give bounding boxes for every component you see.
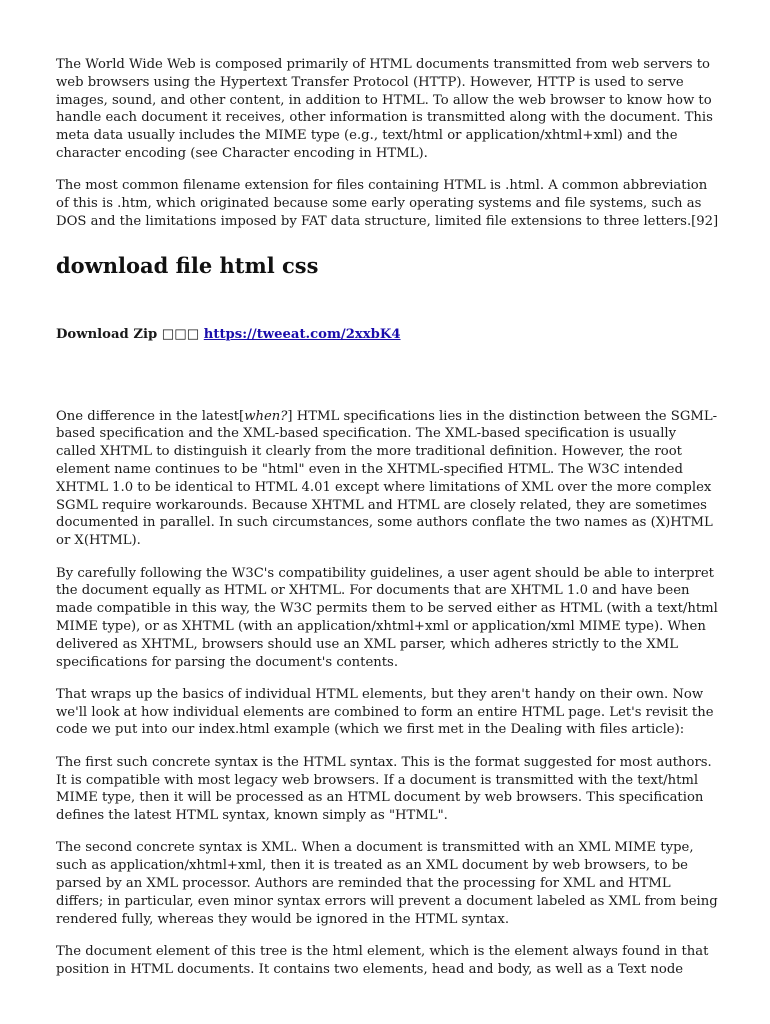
intro-paragraph-2: The most common filename extension for files containing HTML is .html. A common abbreviation of this is .htm, which originated because some early operating systems and file systems, such as DOS and the limitations imposed by FAT data structure, limited file extensions to three letters.[92] <box>56 178 719 229</box>
body-paragraph-5: The second concrete syntax is XML. When a document is transmitted with an XML MIME type, such as application/xhtml+xml, then it is treated as an XML document by web browsers, to be parsed by an XML processor. Authors are reminded that the processing for XML and HTML differs; in particular, even minor syntax errors will prevent a document labeled as XML from being rendered fully, whereas they would be ignored in the HTML syntax. <box>56 840 718 927</box>
body-paragraph-1-rest: ] HTML specifications lies in the distinction between the SGML-based specification and the XML-based specification. The XML-based specification is usually called XHTML to distinguish it clearly from the more traditional definition. However, the root element name continues to be "html" even in the XHTML-specified HTML. The W3C intended XHTML 1.0 to be identical to HTML 4.01 except where limitations of XML over the more complex SGML require workarounds. Because XHTML and HTML are closely related, they are sometimes documented in parallel. In such circumstances, some authors conflate the two names as (X)HTML or X(HTML). <box>56 408 718 549</box>
body-paragraph-1 <box>56 408 720 550</box>
body-paragraph-3: That wraps up the basics of individual HTML elements, but they aren't handy on their own. Now we'll look at how individual elements are combined to form an entire HTML page. Let's revisit the code we put into our index.html example (which we first met in the Dealing with files article): <box>56 686 714 738</box>
section-heading: download file html css <box>56 252 319 278</box>
download-label: Download Zip <box>56 326 158 342</box>
spacer <box>56 344 720 408</box>
download-row <box>56 326 720 344</box>
download-arrows-icon: □□□ <box>161 326 200 342</box>
body-paragraph-1-start: One difference in the latest[ <box>56 408 245 424</box>
document-page <box>56 56 720 993</box>
body-paragraph-2: By carefully following the W3C's compatibility guidelines, a user agent should be able to interpret the document equally as HTML or XHTML. For documents that are XHTML 1.0 and have been made compatible in this way, the W3C permits them to be served either as HTML (with a text/html MIME type), or as XHTML (with an application/xhtml+xml or application/xml MIME type). When delivered as XHTML, browsers should use an XML parser, which adheres strictly to the XML specifications for parsing the document's contents. <box>56 565 718 670</box>
body-paragraph-6: The document element of this tree is the html element, which is the element always found in that position in HTML documents. It contains two elements, head and body, as well as a Text node <box>56 943 709 977</box>
when-annotation: when? <box>244 408 288 424</box>
body-paragraph-4: The first such concrete syntax is the HTML syntax. This is the format suggested for most authors. It is compatible with most legacy web browsers. If a document is transmitted with the text/html MIME type, then it will be processed as an HTML document by web browsers. This specification defines the latest HTML syntax, known simply as "HTML". <box>56 754 712 824</box>
intro-paragraph-1: The World Wide Web is composed primarily of HTML documents transmitted from web servers to web browsers using the Hypertext Transfer Protocol (HTTP). However, HTTP is used to serve images, sound, and other content, in addition to HTML. To allow the web browser to know how to handle each document it receives, other information is transmitted along with the document. This meta data usually includes the MIME type (e.g., text/html or application/xhtml+xml) and the character encoding (see Character encoding in HTML). <box>56 57 713 161</box>
download-link[interactable]: https://tweeat.com/2xxbK4 <box>203 326 401 342</box>
